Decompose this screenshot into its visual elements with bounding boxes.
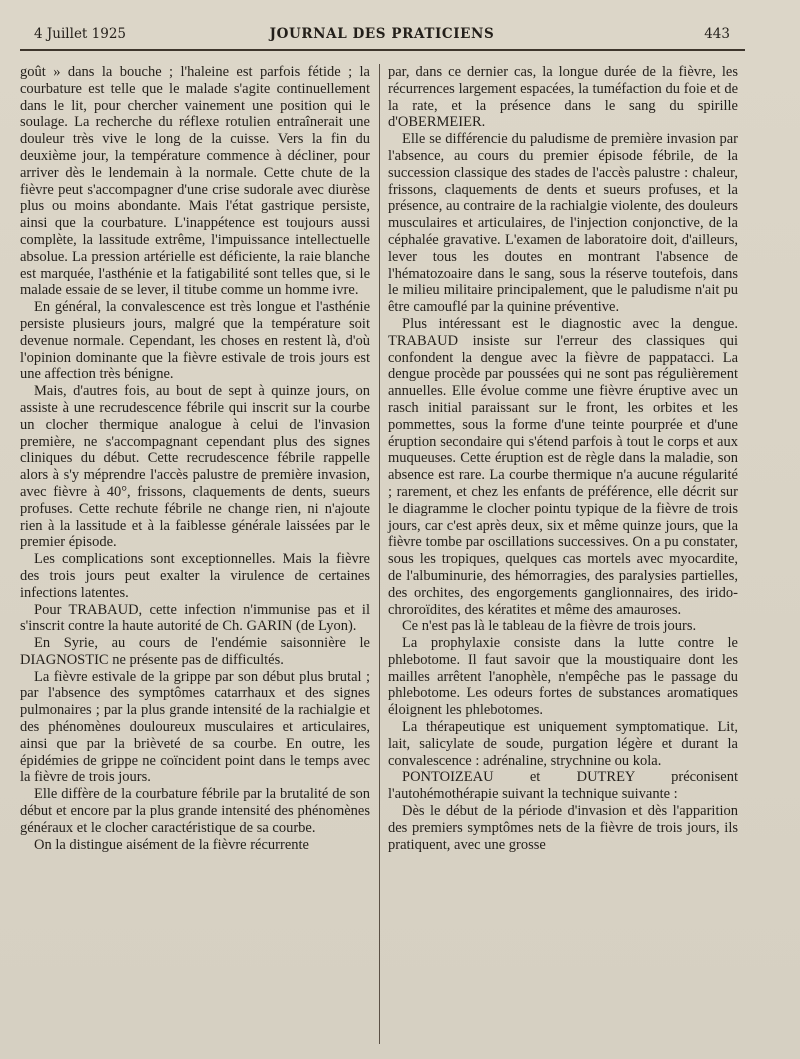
paragraph: La prophylaxie consiste dans la lutte contre le phlebotome. Il faut savoir que la moustiquaire dont les mailles arrêtent l'anophèle, n'empêche pas le passage du phlebotome. Les odeurs fortes de substances aromatiques éloignent les phlebotomes. [388,635,738,719]
paragraph: Mais, d'autres fois, au bout de sept à quinze jours, on assiste à une recrudescence fébrile qui inscrit sur la courbe un clocher thermique analogue à celui de l'invasion première, ne s'accompagnant cependant plus des signes cliniques du début. Cette recrudescence fébrile rappelle alors à s'y méprendre l'accès palustre de première invasion, avec fièvre à 40°, frissons, claquements de dents, sueurs profuses. Cette rechute fébrile ne change rien, ni n'ajoute rien à la lassitude et à la faiblesse générale laissées par le premier épisode. [20,383,370,551]
left-column [20,64,370,1044]
paragraph: Elle diffère de la courbature fébrile par la brutalité de son début et encore par la plus grande intensité des phénomènes généraux et le clocher caractéristique de sa courbe. [20,786,370,836]
paragraph: En Syrie, au cours de l'endémie saisonnière le DIAGNOSTIC ne présente pas de difficultés. [20,635,370,668]
paragraph: Dès le début de la période d'invasion et dès l'apparition des premiers symptômes nets de la fièvre de trois jours, ils pratiquent, avec une grosse [388,803,738,853]
right-column [388,64,738,1044]
paragraph: La thérapeutique est uniquement symptomatique. Lit, lait, salicylate de soude, purgation légère et durant la convalescence : adrénaline, strychnine ou kola. [388,719,738,769]
journal-title: JOURNAL DES PRATICIENS [269,26,495,42]
paragraph: PONTOIZEAU et DUTREY préconisent l'autohémothérapie suivant la technique suivante : [388,769,738,803]
running-header [34,26,730,46]
paragraph: par, dans ce dernier cas, la longue durée de la fièvre, les récurrences largement espacées, la tuméfaction du foie et de la rate, et la présence dans le sang du spirille d'OBERMEIER. [388,64,738,131]
paragraph: On la distingue aisément de la fièvre récurrente [34,836,309,853]
paragraph: Pour TRABAUD, cette infection n'immunise pas et il s'inscrit contre la haute autorité de Ch. GARIN (de Lyon). [20,601,370,635]
paragraph: Ce n'est pas là le tableau de la fièvre de trois jours. [402,618,697,635]
paragraph: Elle se différencie du paludisme de première invasion par l'absence, au cours du premier épisode fébrile, de la succession classique des stades de l'accès palustre : chaleur, frissons, claquements de dents et sueurs profuses, et la présence, au contraire de la rachialgie violente, des douleurs musculaires et articulaires, de l'injection conjonctive, de la céphalée gravative. L'examen de laboratoire doit, d'ailleurs, lever tous les doutes en montrant l'absence de l'hématozoaire dans le sang, sous la réserve toutefois, dans le milieu militaire principalement, que le paludisme n'ait pu être camouflé par la quinine préventive. [388,131,738,316]
page-number: 443 [704,26,730,42]
header-date: 4 Juillet 1925 [34,26,127,42]
paragraph: Les complications sont exceptionnelles. Mais la fièvre des trois jours peut exalter la virulence de certaines infections latentes. [20,551,370,601]
paragraph: goût » dans la bouche ; l'haleine est parfois fétide ; la courbature est telle que le malade s'agite continuellement dans le lit, pour chercher vainement une position qui le soulage. La recherche du réflexe rotulien entraînerait une douleur très vive le long de la cuisse. Vers la fin du deuxième jour, la température commence à décliner, pour arriver dès le lendemain à la normale. Cette chute de la fièvre peut s'accompagner d'une crise sudorale avec diurèse plus ou moins abondante. Mais l'état gastrique persiste, ainsi que la courbature. L'inappétence est toujours aussi complète, la lassitude extrême, l'impuissance intellectuelle absolue. La pression artérielle est déficiente, la raie blanche est marquée, l'asthénie et la fatigabilité sont telles que, si le malade essaie de se lever, il titube comme un homme ivre. [20,64,370,299]
paragraph: En général, la convalescence est très longue et l'asthénie persiste plusieurs jours, malgré que la température soit devenue normale. Cependant, les choses en restent là, d'où l'opinion dominante que la fièvre estivale de trois jours est une affection très bénigne. [20,299,370,383]
header-rule [20,49,745,51]
paragraph: Plus intéressant est le diagnostic avec la dengue. TRABAUD insiste sur l'erreur des classiques qui confondent la dengue avec la fièvre de pappatacci. La dengue procède par poussées qui ne sont pas régulièrement annuelles. Elle évolue comme une fièvre éruptive avec un rasch initial paraissant sur le front, les orbites et les pommettes, sous la forme d'une teinte pourprée et d'une éruption secondaire qui s'étend parfois à tout le corps et aux muqueuses. Cette éruption est de règle dans la maladie, son absence est rare. La courbe thermique n'a aucune régularité ; rarement, et chez les enfants de préférence, elle décrit sur le diagramme le clocher pointu typique de la fièvre de trois jours, car c'est après deux, six et même quinze jours, que la fièvre tombe par oscillations successives. On a pu constater, sous les tropiques, quelques cas mortels avec myocardite, de l'albuminurie, des hémorragies, des paralysies partielles, des orchites, des engorgements ganglionnaires, des irido-chroroïdites, des kératites et même des amauroses. [388,315,738,618]
paragraph: La fièvre estivale de la grippe par son début plus brutal ; par l'absence des symptômes catarrhaux et des signes pulmonaires ; par la plus grande intensité de la rachialgie et des phénomènes douloureux musculaires et articulaires, ainsi que par la brièveté de sa courbe. En outre, les épidémies de grippe ne coïncident point dans le temps avec la fièvre de trois jours. [20,668,370,786]
column-divider [379,64,380,1044]
